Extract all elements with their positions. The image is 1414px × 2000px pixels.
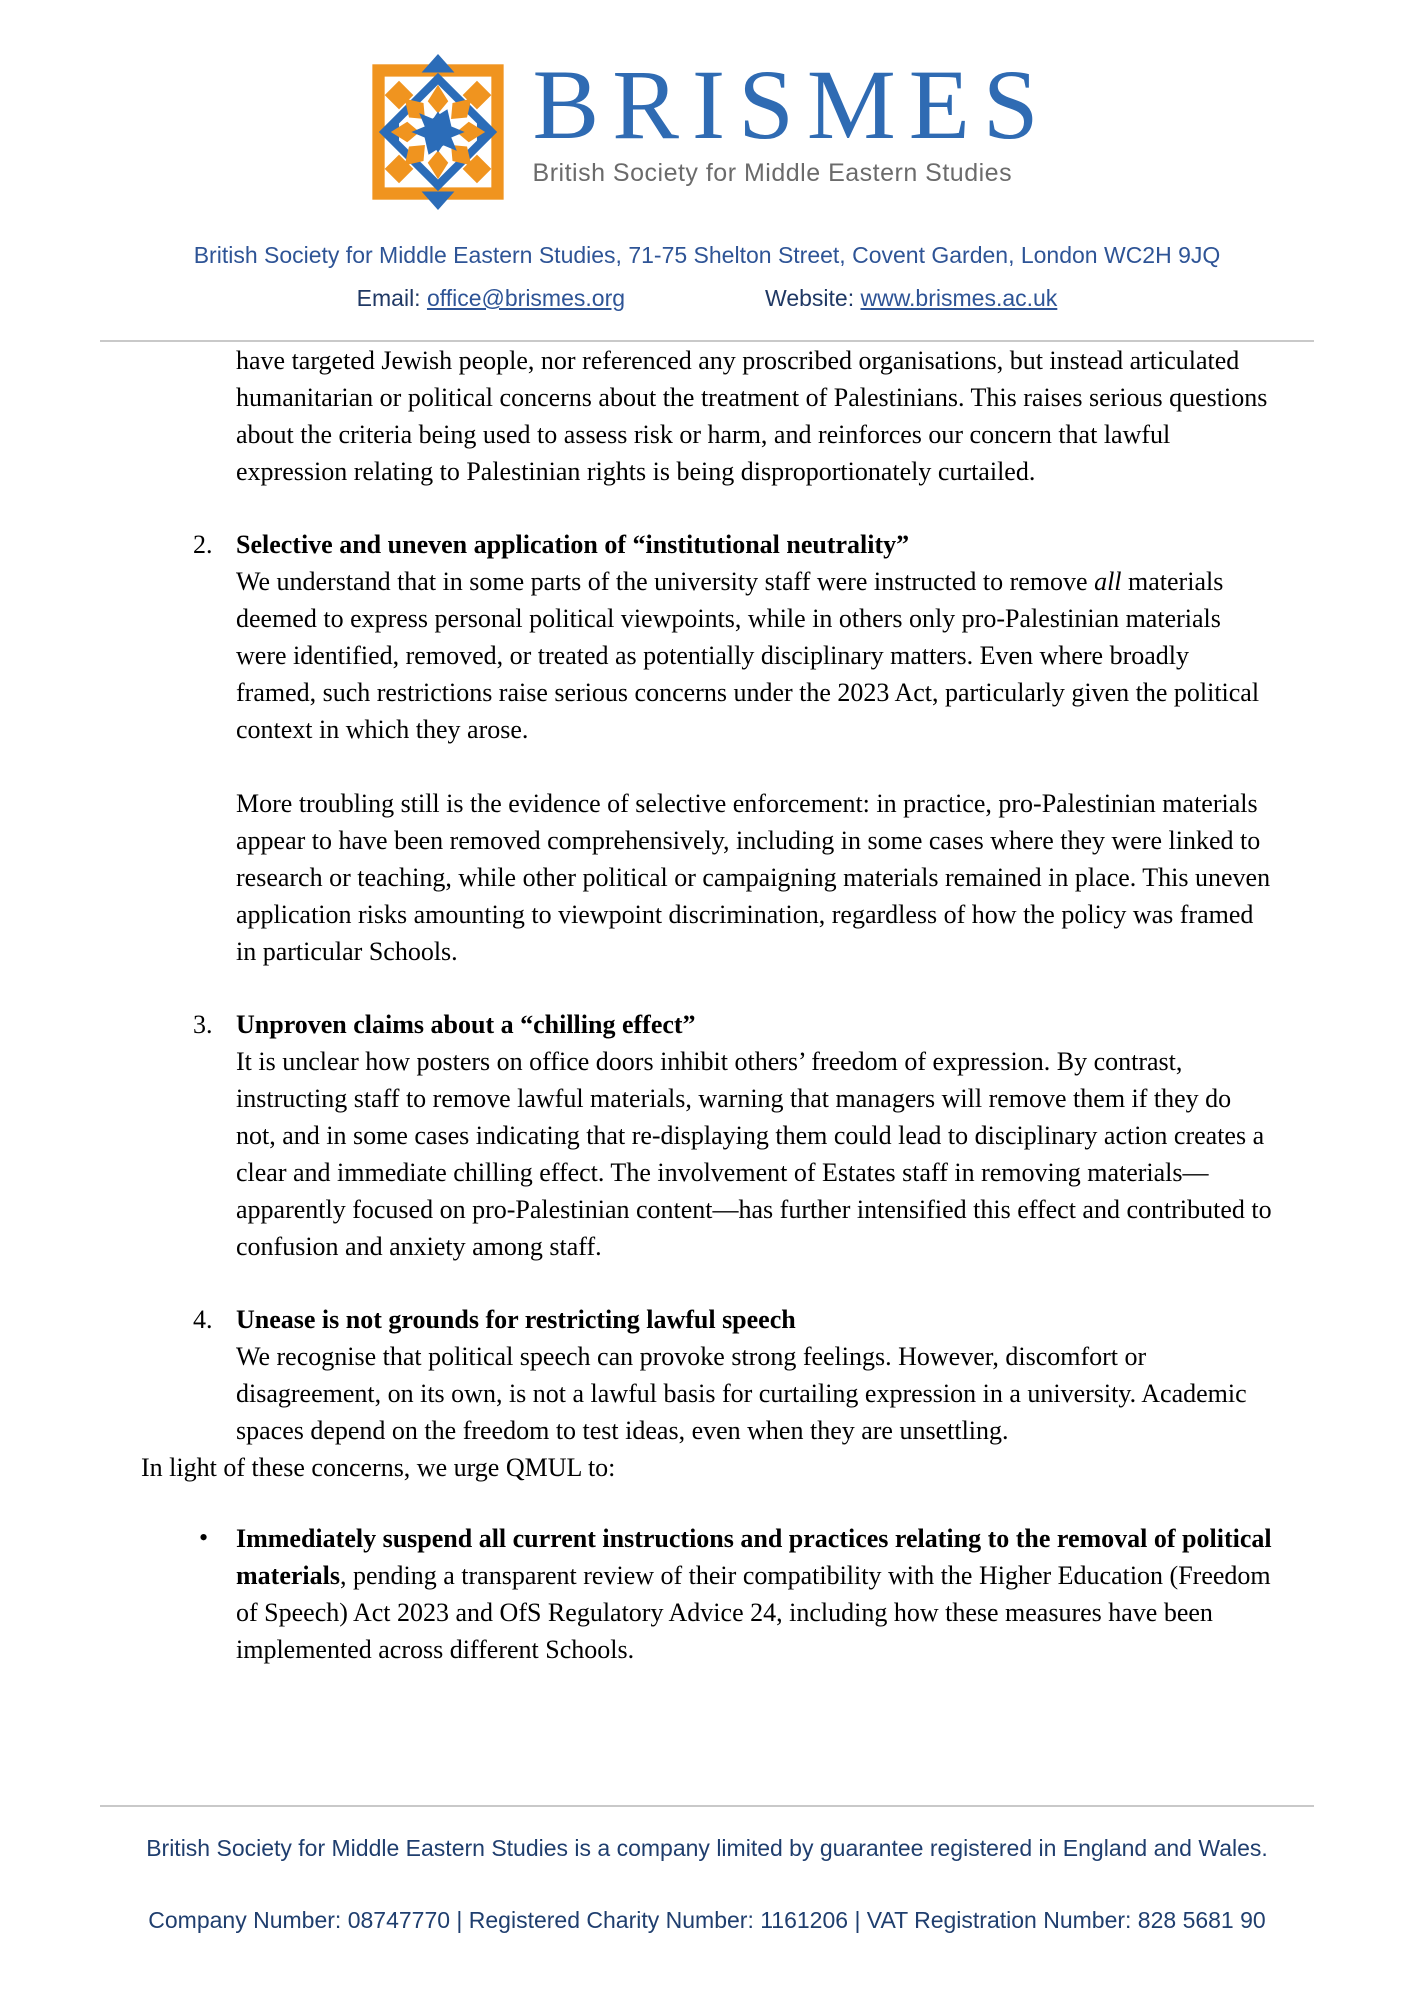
brismes-tile-icon xyxy=(363,52,513,212)
item-heading: Unproven claims about a “chilling effect” xyxy=(236,1010,696,1039)
footer-line-2: Company Number: 08747770 | Registered Charity Number: 1161206 | VAT Registration Number: 828 5681 90 xyxy=(148,1907,1266,1933)
intro-paragraph: have targeted Jewish people, nor referenced any proscribed organisations, but instead articulated humanitarian or political concerns about the treatment of Palestinians. This raises serious questions about the criteria being used to assess risk or harm, and reinforces our concern that lawful expression relating to Palestinian rights is being disproportionately curtailed. xyxy=(236,346,1268,486)
contact-row xyxy=(0,285,1414,312)
para-text: materials deemed to express personal political viewpoints, while in others only pro-Palestinian materials were identified, removed, or treated as potentially disciplinary matters. Even where broadly framed, such restrictions raise serious concerns under the 2023 Act, particularly given the political context in which they arose. xyxy=(236,567,1260,744)
bullet-icon: • xyxy=(199,1523,209,1552)
website-group xyxy=(765,285,1057,312)
email-group xyxy=(357,285,625,312)
item-number: 4. xyxy=(193,1305,213,1334)
item-number: 3. xyxy=(193,1010,213,1039)
email-link[interactable]: office@brismes.org xyxy=(426,285,626,311)
item-heading: Selective and uneven application of “institutional neutrality” xyxy=(236,530,910,559)
numbered-item-4 xyxy=(141,1301,1273,1449)
numbered-item-3 xyxy=(141,1006,1273,1265)
item-paragraph xyxy=(236,563,1273,748)
bullet-bold-text: Immediately suspend all current instructions and practices relating to the removal of political materials xyxy=(236,1524,1272,1590)
brismes-logo xyxy=(0,49,1414,212)
para-text: We understand that in some parts of the university staff were instructed to remove xyxy=(236,567,1095,596)
brismes-wordmark: BRISMES xyxy=(532,49,1052,160)
email-label: Email: xyxy=(356,285,421,311)
item-number: 2. xyxy=(193,530,213,559)
address-line: British Society for Middle Eastern Studies, 71-75 Shelton Street, Covent Garden, London WC2H 9JQ xyxy=(193,242,1221,268)
letter-body xyxy=(141,342,1273,1668)
bullet-paragraph xyxy=(236,1520,1273,1668)
website-link[interactable]: www.brismes.ac.uk xyxy=(860,285,1058,311)
para-italic-text: all xyxy=(1094,567,1122,596)
bullet-item xyxy=(141,1520,1273,1668)
item-heading: Unease is not grounds for restricting lawful speech xyxy=(236,1305,796,1334)
website-label: Website: xyxy=(765,285,855,311)
urge-line: In light of these concerns, we urge QMUL to: xyxy=(141,1453,616,1482)
footer-divider xyxy=(100,1805,1314,1807)
letterhead xyxy=(0,0,1414,342)
item-paragraph: More troubling still is the evidence of selective enforcement: in practice, pro-Palestinian materials appear to have been removed comprehensively, including in some cases where they were linked to research or teaching, while other political or campaigning materials remained in place. This uneven application risks amounting to viewpoint discrimination, regardless of how the policy was framed in particular Schools. xyxy=(236,789,1271,966)
page-footer xyxy=(0,1805,1414,1934)
bullet-rest-text: , pending a transparent review of their compatibility with the Higher Education (Freedom of Speech) Act 2023 and OfS Regulatory Advice 24, including how these measures have been implemented across different Schools. xyxy=(236,1561,1271,1664)
brismes-logo-subtitle: British Society for Middle Eastern Studies xyxy=(532,159,1013,187)
numbered-item-2 xyxy=(141,526,1273,970)
footer-line-1: British Society for Middle Eastern Studies is a company limited by guarantee registered in England and Wales. xyxy=(146,1835,1268,1861)
item-paragraph: It is unclear how posters on office doors inhibit others’ freedom of expression. By contrast, instructing staff to remove lawful materials, warning that managers will remove them if they do not, and in some cases indicating that re-displaying them could lead to disciplinary action creates a clear and immediate chilling effect. The involvement of Estates staff in removing materials—apparently focused on pro-Palestinian content—has further intensified this effect and contributed to confusion and anxiety among staff. xyxy=(236,1047,1272,1261)
item-paragraph: We recognise that political speech can provoke strong feelings. However, discomfort or disagreement, on its own, is not a lawful basis for curtailing expression in a university. Academic spaces depend on the freedom to test ideas, even when they are unsettling. xyxy=(236,1342,1247,1445)
